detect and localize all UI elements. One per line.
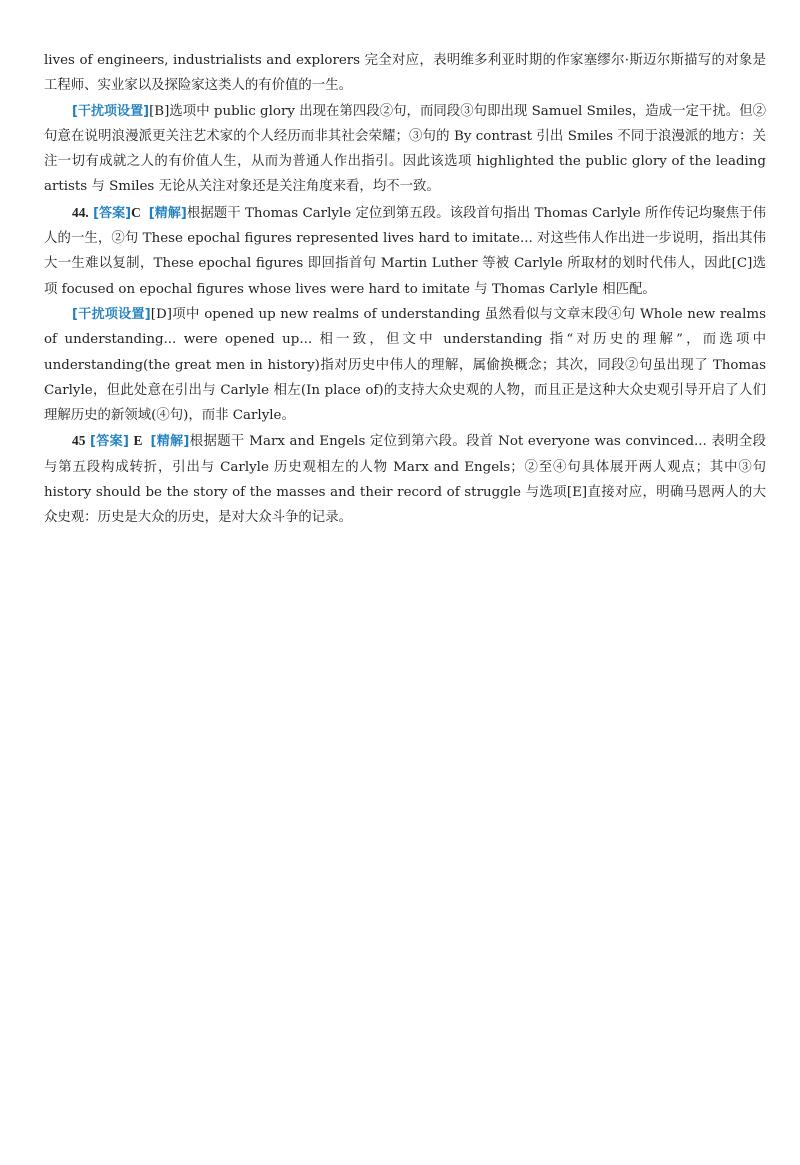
explanation-tag: [精解] [148, 205, 187, 221]
question-number: 45 [72, 433, 86, 449]
paragraph-text: 根据题干 Marx and Engels 定位到第六段。段首 Not everyone was convinced... 表明全段与第五段构成转折，引出与 Carlyle 历史观相左的人物 Marx and Engels；②至④句具体展开两人观点；其中③句 history should be the story of the masses and their record of struggle 与选项[E]直接对应，明确马恩两人的大众史观：历史是大众的历史，是对大众斗争的记录。 [44, 434, 767, 526]
question-number: 44. [72, 204, 89, 220]
answer-tag: [答案] [90, 434, 129, 450]
question-45-explanation [44, 428, 766, 530]
paragraph-text: [B]选项中 public glory 出现在第四段②句，而同段③句即出现 Samuel Smiles，造成一定干扰。但②句意在说明浪漫派更关注艺术家的个人经历而非其社会荣耀；③句的 By contrast 引出 Smiles 不同于浪漫派的地方：关注一切有成就之人的有价值人生，从而为普通人作出指引。因此该选项 highlighted the public glory of the leading artists 与 Smiles 无论从关注对象还是关注角度来看，均不一致。 [44, 103, 767, 195]
explanation-tag: [精解] [150, 434, 190, 450]
distractor-analysis-b [44, 99, 766, 200]
paragraph-continuation [44, 48, 766, 99]
document-page [44, 48, 766, 531]
question-44-explanation [44, 200, 766, 302]
distractor-tag: [干扰项设置] [72, 306, 151, 322]
answer-letter: C [131, 204, 141, 220]
paragraph-text: 根据题干 Thomas Carlyle 定位到第五段。该段首句指出 Thomas Carlyle 所作传记均聚焦于伟人的一生，②句 These epochal figures represented lives hard to imitate... 对这些伟人作出进一步说明，指出其伟大一生难以复制，These epochal figures 即回指首句 Martin Luther 等被 Carlyle 所取材的划时代伟人，因此[C]选项 focused on epochal figures whose lives were hard to imitate 与 Thomas Carlyle 相匹配。 [44, 205, 766, 297]
paragraph-text: lives of engineers, industrialists and explorers 完全对应，表明维多利亚时期的作家塞缪尔·斯迈尔斯描写的对象是工程师、实业家以及探险家这类人的有价值的一生。 [44, 53, 766, 94]
distractor-tag: [干扰项设置] [72, 103, 150, 119]
distractor-analysis-d [44, 302, 766, 428]
answer-letter: E [133, 433, 143, 449]
answer-tag: [答案] [93, 205, 132, 221]
paragraph-text: [D]项中 opened up new realms of understanding 虽然看似与文章末段④句 Whole new realms of understanding... were opened up... 相一致，但文中 understanding 指“对历史的理解”，而选项中 understanding(the great men in history)指对历史中伟人的理解，属偷换概念；其次，同段②句虽出现了 Thomas Carlyle，但此处意在引出与 Carlyle 相左(In place of)的支持大众史观的人物，而且正是这种大众史观引导开启了人们理解历史的新领域(④句)，而非 Carlyle。 [44, 306, 766, 424]
